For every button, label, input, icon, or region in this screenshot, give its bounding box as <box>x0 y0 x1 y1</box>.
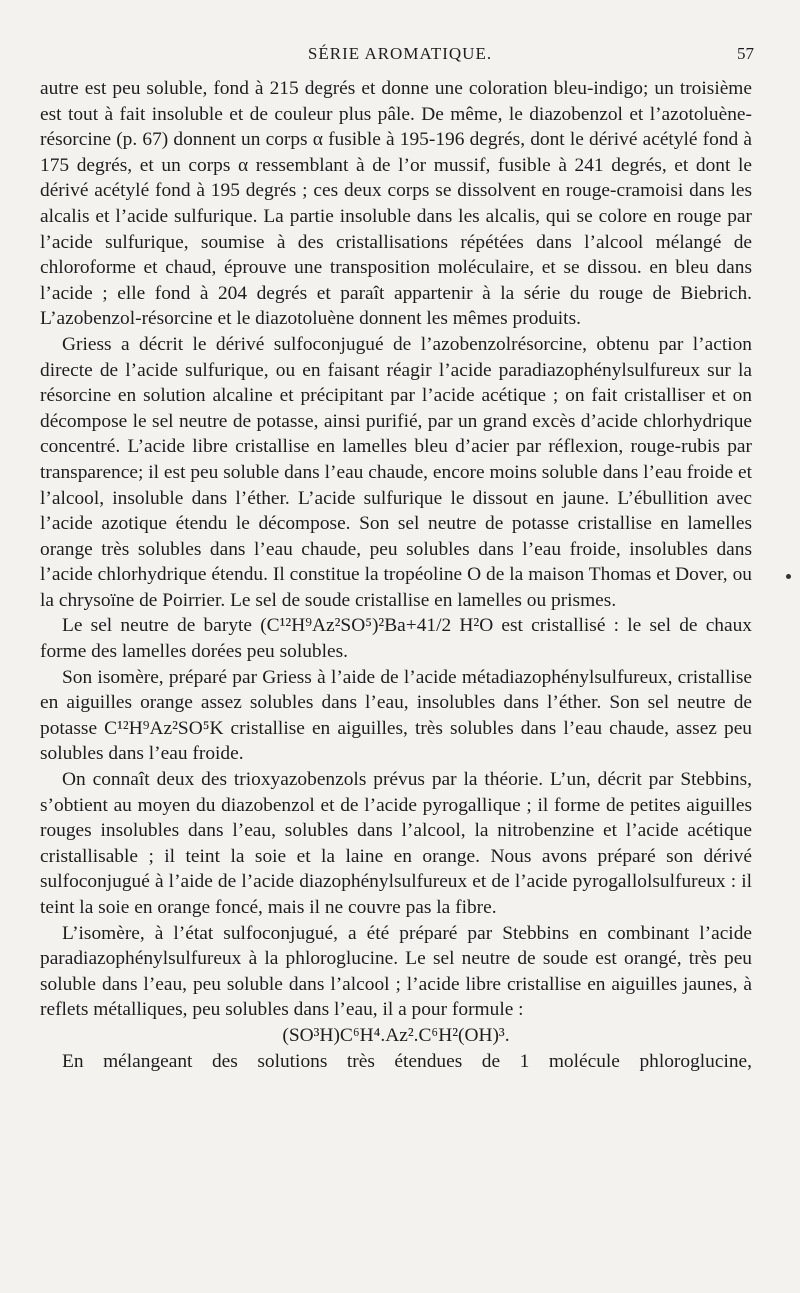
paragraph: autre est peu soluble, fond à 215 degrés et donne une coloration bleu-indigo; un troisième est tout à fait insoluble et de couleur plus pâle. De même, le diazobenzol et l’azotoluène-résorcine (p. 67) donnent un corps α fusible à 195-196 degrés, dont le dérivé acétylé fond à 175 degrés, et un corps α ressemblant à de l’or mussif, fusible à 241 degrés, et dont le dérivé acétylé fond à 195 degrés ; ces deux corps se dissolvent en rouge-cramoisi dans les alcalis et l’acide sulfurique. La partie insoluble dans les alcalis, qui se colore en rouge par l’acide sulfurique, soumise à des cristallisations répétées dans l’alcool mélangé de chloroforme et chaud, éprouve une transposition moléculaire, et se dissou. en bleu dans l’acide ; elle fond à 204 degrés et paraît appartenir à la série du rouge de Biebrich. L’azobenzol-résorcine et le diazotoluène donnent les mêmes produits. <box>40 78 752 330</box>
paragraph: Son isomère, préparé par Griess à l’aide de l’acide métadiazophénylsulfureux, cristallise en aiguilles orange assez solubles dans l’eau, insolubles dans l’éther. Son sel neutre de potasse C¹²H⁹Az²SO⁵K cristallise en aiguilles, très solubles dans l’eau chaude, assez peu solubles dans l’eau froide. <box>40 666 752 765</box>
paragraph: Griess a décrit le dérivé sulfoconjugué de l’azobenzolrésorcine, obtenu par l’action directe de l’acide sulfurique, ou en faisant réagir l’acide paradiazophénylsulfureux sur la résorcine en solution alcaline et précipitant par l’acide acétique ; on fait cristalliser et on décompose le sel neutre de potasse, ainsi purifié, par un grand excès d’acide chlorhydrique concentré. L’acide libre cristallise en lamelles bleu d’acier par réflexion, rouge-rubis par transparence; il est peu soluble dans l’eau chaude, encore moins soluble dans l’eau froide et l’alcool, insoluble dans l’éther. L’acide sulfurique le dissout en jaune. L’ébullition avec l’acide azotique étendu le décompose. Son sel neutre de potasse cristallise en lamelles orange très solubles dans l’eau chaude, peu solubles dans l’eau froide, insolubles dans l’acide chlorhydrique étendu. Il constitue la tropéoline O de la maison Thomas et Dover, ou la chrysoïne de Poirrier. Le sel de soude cristallise en lamelles ou prismes. <box>40 333 752 611</box>
page-number: 57 <box>737 44 754 63</box>
body-text <box>40 76 752 1074</box>
paragraph: L’isomère, à l’état sulfoconjugué, a été préparé par Stebbins en combinant l’acide paradiazophénylsulfureux à la phloroglucine. Le sel neutre de soude est orangé, très peu soluble dans l’eau, peu soluble dans l’alcool ; l’acide libre cristallise en aiguilles jaunes, à reflets métalliques, peu solubles dans l’eau, il a pour formule : <box>40 922 752 1021</box>
paragraph: Le sel neutre de baryte (C¹²H⁹Az²SO⁵)²Ba+41/2 H²O est cristallisé : le sel de chaux forme des lamelles dorées peu solubles. <box>40 615 752 663</box>
chemical-formula: (SO³H)C⁶H⁴.Az².C⁶H²(OH)³. <box>282 1024 510 1046</box>
ink-spot <box>786 574 791 579</box>
running-title: SÉRIE AROMATIQUE. <box>307 44 493 63</box>
page-header <box>40 44 760 72</box>
closing-line: En mélangeant des solutions très étendues de 1 molécule phloroglucine, <box>62 1050 752 1072</box>
paragraph: On connaît deux des trioxyazobenzols prévus par la théorie. L’un, décrit par Stebbins, s’obtient au moyen du diazobenzol et de l’acide pyrogallique ; il forme de petites aiguilles rouges insolubles dans l’eau, solubles dans l’alcool, la nitrobenzine et l’acide acétique cristallisable ; il teint la soie et la laine en orange. Nous avons préparé son dérivé sulfoconjugué à l’aide de l’acide diazophénylsulfureux et de l’acide pyrogallolsulfureux : il teint la soie en orange foncé, mais il ne couvre pas la fibre. <box>40 769 752 918</box>
